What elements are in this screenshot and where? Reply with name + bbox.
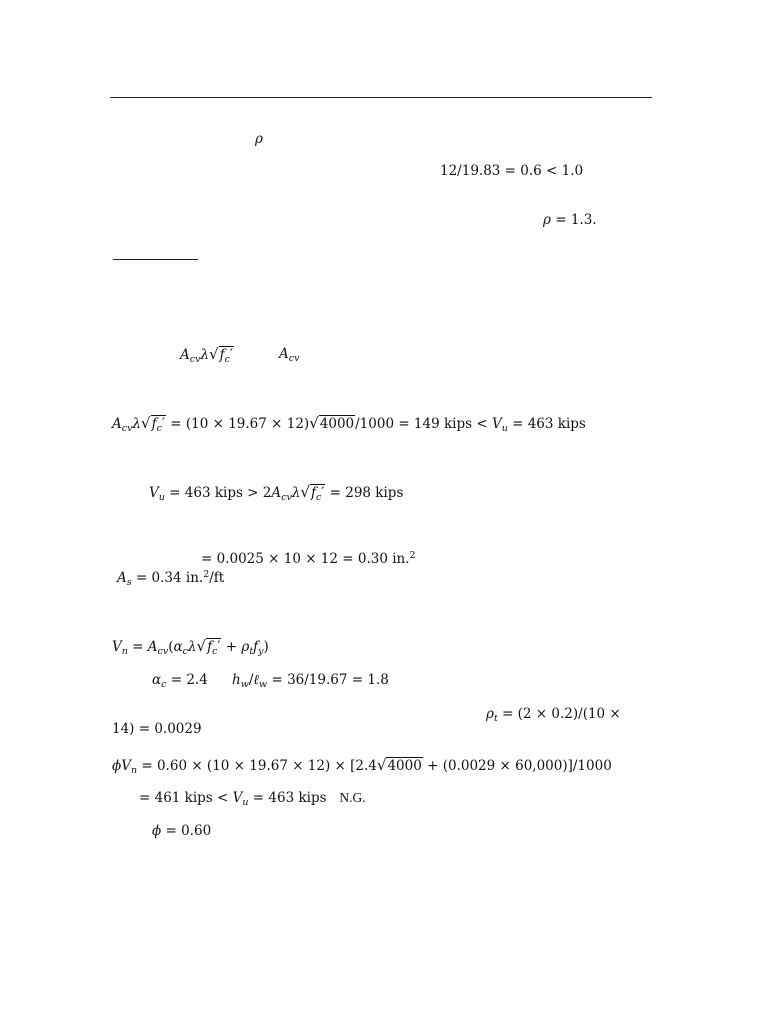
eq-shear-capacity-check: $A_{cv}\lambda√f_c' = (10 \times 19.67 \times 12)√4000/1000 = 149$ kips < $V_u = 463$ kips	[112, 414, 586, 434]
eq-rho-t-line2: 14) = 0.0029	[112, 721, 202, 737]
eq-vu-check: $V_u = 463$ kips > $2A_{cv}\lambda√f_c' = 298$ kips	[149, 483, 404, 503]
eq-rho: ρ	[255, 131, 263, 147]
eq-hw-lw: $h_w/\ell_w = 36/19.67 = 1.8$	[232, 672, 389, 690]
footnote-rule	[113, 259, 198, 260]
eq-ratio: 12/19.83 = 0.6 < 1.0	[440, 163, 584, 179]
eq-result: = 461 kips < $V_u = 463$ kips N.G.	[139, 790, 366, 808]
eq-acv-lambda-fc: $A_{cv}\lambda√f_c'$	[180, 345, 233, 365]
eq-rho-t-line1: $\rho_t = (2 \times 0.2)/(10$ ×	[486, 706, 621, 724]
eq-min-steel: = 0.0025 × 10 × 12 = 0.30 in.$^2$	[201, 550, 416, 567]
eq-as-provided: $A_s = 0.34$ in.$^2$/ft	[117, 569, 225, 588]
eq-rho-value: ρ = 1.3.	[543, 212, 597, 228]
eq-phi: ϕ = 0.60	[152, 823, 212, 839]
header-rule	[110, 97, 652, 98]
eq-phi-vn: $\phi V_n = 0.60 \times (10 \times 19.67 \times 12) \times [2.4√4000 + (0.0029 \times 60,000)]/1000$	[112, 756, 612, 776]
eq-acv: $A_{cv}$	[279, 346, 300, 364]
eq-vn-formula: $V_n = A_{cv}(\alpha_c\lambda√f_c' + \rho_tf_y)$	[112, 637, 269, 657]
verdict-label: N.G.	[339, 790, 366, 805]
eq-alpha-c: $\alpha_c = 2.4$	[152, 672, 208, 690]
